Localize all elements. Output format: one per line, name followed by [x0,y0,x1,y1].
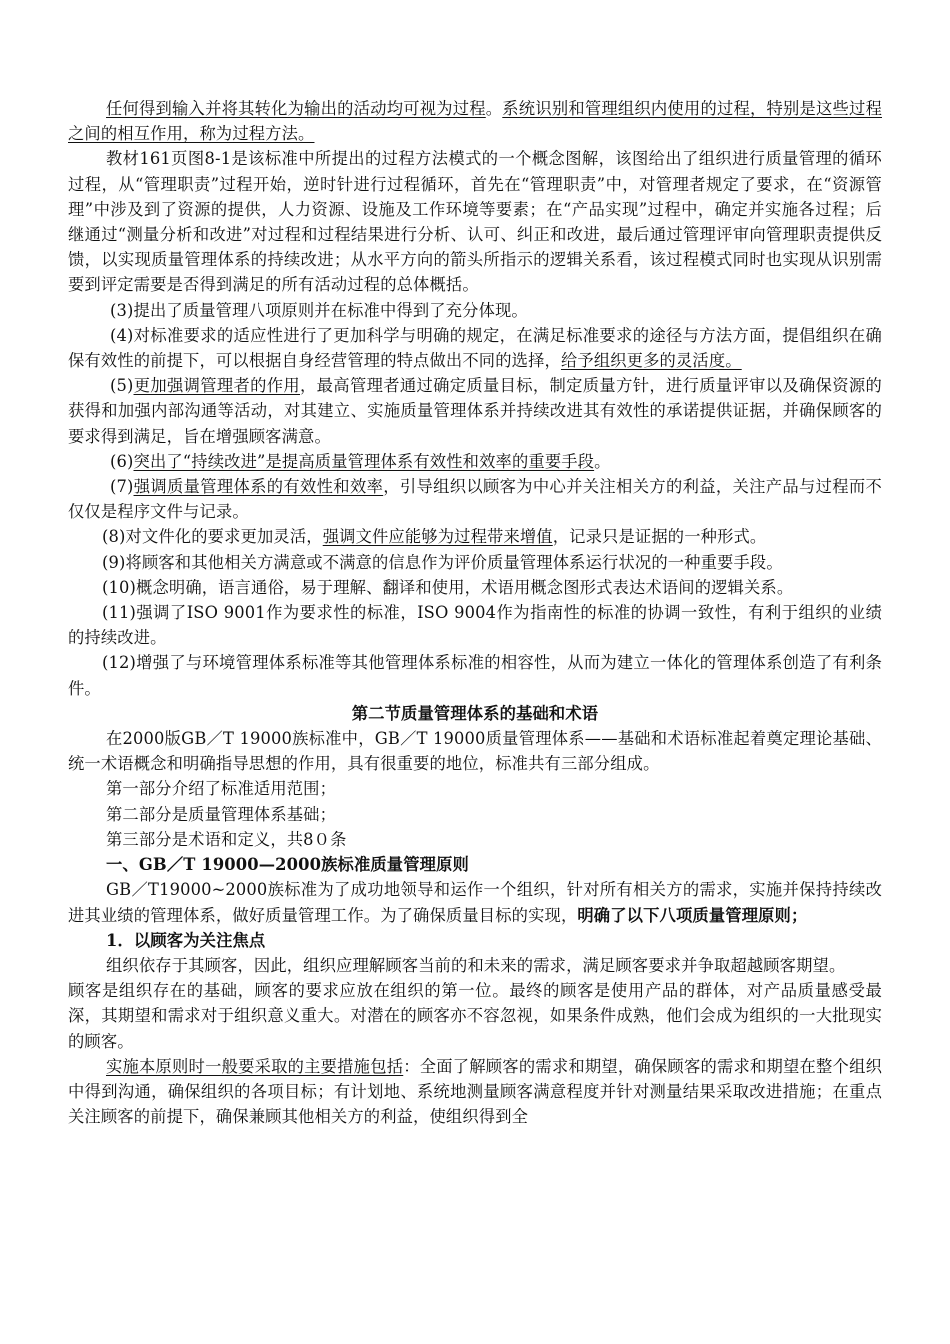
paragraph-part-one: 第一部分介绍了标准适用范围； [106,779,337,799]
paragraph-measures: 实施本原则时一般要采取的主要措施包括：全面了解顾客的需求和期望，确保顾客的需求和期望在整个组织中得到沟通，确保组织的各项目标；有计划地、系统地测量顾客满意程度并针对测量结果采取改进措施；在重点关注顾客的前提下，确保兼顾其他相关方的利益，使组织得到全 [68,1056,883,1127]
underlined-text: 更加强调管理者的作用 [133,376,301,396]
underlined-text: 突出了“持续改进”是提高质量管理体系有效性和效率的重要手段 [133,451,595,471]
paragraph-process-definition: 任何得到输入并将其转化为输出的活动均可视为过程。系统识别和管理组织内使用的过程，特别是这些过程之间的相互作用，称为过程方法。 [68,99,882,144]
list-item-11: (11)强调了ISO 9001作为要求性的标准，ISO 9004作为指南性的标准的协调一致性，有利于组织的业绩的持续改进。 [68,603,882,648]
list-item-5: (5)更加强调管理者的作用，最高管理者通过确定质量目标，制定质量方针，进行质量评审以及确保资源的获得和加强内部沟通等活动，对其建立、实施质量管理体系并持续改进其有效性的承诺提供证据，并确保顾客的要求得到满足，旨在增强顾客满意。 [68,376,882,446]
underlined-text: 系统识别和管理组织内使用的过程，特别是这些过程之间的相互作用，称为过程方法。 [68,99,882,144]
section-title: 第二节质量管理体系的基础和术语 [351,703,599,723]
list-item-10: (10)概念明确，语言通俗，易于理解、翻译和使用，术语用概念图形式表达术语间的逻辑关系。 [102,577,794,597]
list-item-12: (12)增强了与环境管理体系标准等其他管理体系标准的相容性，从而为建立一体化的管理体系创造了有利条件。 [68,653,882,698]
paragraph-part-three: 第三部分是术语和定义，共8０条 [106,829,347,849]
list-item-3: (3)提出了质量管理八项原则并在标准中得到了充分体现。 [110,300,528,320]
list-item-4: (4)对标准要求的适应性进行了更加科学与明确的规定，在满足标准要求的途径与方法方面，提倡组织在确保有效性的前提下，可以根据自身经营管理的特点做出不同的选择，给予组织更多的灵活度。 [68,325,882,371]
underlined-text: 给予组织更多的灵活度。 [560,351,742,371]
underlined-text: 强调文件应能够为过程带来增值 [322,527,553,547]
heading-principles: 一、GB／T 19000—2000族标准质量管理原则 [106,855,469,875]
underlined-text: 强调质量管理体系的有效性和效率 [133,477,384,497]
list-item-9: (9)将顾客和其他相关方满意或不满意的信息作为评价质量管理体系运行状况的一种重要手段。 [102,552,783,572]
list-item-8: (8)对文件化的要求更加灵活，强调文件应能够为过程带来增值，记录只是证据的一种形式。 [102,527,767,547]
paragraph-customer-dependency: 组织依存于其顾客，因此，组织应理解顾客当前的和未来的需求，满足顾客要求并争取超越顾客期望。 [106,955,846,975]
paragraph-part-two: 第二部分是质量管理体系基础； [106,804,337,824]
list-item-6: (6)突出了“持续改进”是提高质量管理体系有效性和效率的重要手段。 [110,451,611,471]
paragraph-gbt19000-intro: 在2000版GB／T 19000族标准中，GB／T 19000质量管理体系——基础和术语标准起着奠定理论基础、统一术语概念和明确指导思想的作用，具有很重要的地位，标准共有三部分组成。 [68,729,882,774]
list-item-7: (7)强调质量管理体系的有效性和效率，引导组织以顾客为中心并关注相关方的利益，关注产品与过程而不仅仅是程序文件与记录。 [68,477,882,522]
paragraph-process-model: 教材161页图8-1是该标准中所提出的过程方法模式的一个概念图解，该图给出了组织进行质量管理的循环过程，从“管理职责”过程开始，逆时针进行过程循环，首先在“管理职责”中，对管理者规定了要求，在“资源管理”中涉及到了资源的提供，人力资源、设施及工作环境等要素；在“产品实现”过程中，确定并实施各过程；后继通过“测量分析和改进”对过程和过程结果进行分析、认可、纠正和改进，最后通过管理评审向管理职责提供反馈，以实现质量管理体系的持续改进；从水平方向的箭头所指示的逻辑关系看，该过程模式同时也实现从识别需要到评定需要是否得到满足的所有活动过程的总体概括。 [68,149,882,295]
document-page [68,96,882,1129]
paragraph-principles-intro: GB／T19000~2000族标准为了成功地领导和运作一个组织，针对所有相关方的需求，实施并保持持续改进其业绩的管理体系，做好质量管理工作。为了确保质量目标的实现，明确了以下八项质量管理原则； [68,880,882,925]
bold-text: 明确了以下八项质量管理原则； [577,905,808,925]
underlined-text: 实施本原则时一般要采取的主要措施包括 [106,1056,404,1076]
underlined-text: 任何得到输入并将其转化为输出的活动均可视为过程 [106,99,486,118]
heading-customer-focus: 1．以顾客为关注焦点 [106,930,266,950]
paragraph-customer-basis: 顾客是组织存在的基础，顾客的要求应放在组织的第一位。最终的顾客是使用产品的群体，对产品质量感受最深，其期望和需求对于组织意义重大。对潜在的顾客亦不容忽视，如果条件成熟，他们会成为组织的一大批现实的顾客。 [68,981,882,1051]
